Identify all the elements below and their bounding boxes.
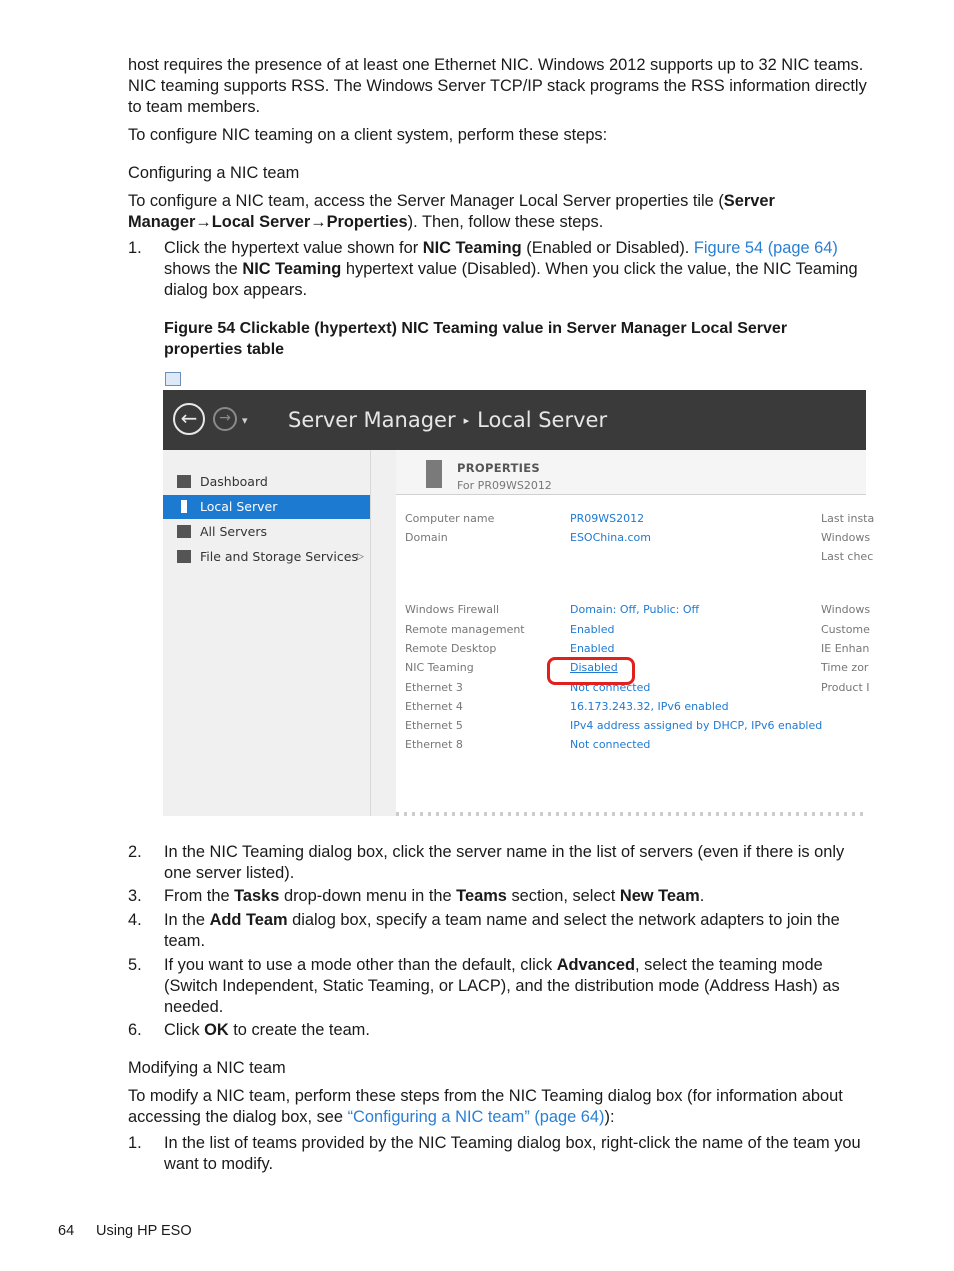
back-arrow-icon[interactable]: ← [173,403,205,435]
property-row: Domain ESOChina.com Windows [405,531,871,544]
sidebar-item-local-server[interactable]: Local Server [163,495,370,519]
intro-paragraph: host requires the presence of at least one Ethernet NIC. Windows 2012 supports up to 32 NIC teams. NIC teaming supports RSS. The Windows Server TCP/IP stack programs the RSS information directly to team members. [128,56,867,116]
server-manager-header [163,390,866,450]
configure-paragraph: To configure a NIC team, access the Server Manager Local Server properties tile (Server Manager→Local Server→Properties). Then, follow these steps. [128,192,775,231]
server-tower-icon [426,460,442,488]
highlight-circle [547,657,635,685]
sidebar-item-dashboard[interactable]: Dashboard [163,470,370,494]
sidebar-item-all-servers[interactable]: All Servers [163,520,370,544]
property-row: Remote Desktop Enabled IE Enhan [405,642,870,655]
server-manager-screenshot [163,368,875,816]
expand-arrow-icon[interactable]: ▷ [357,552,364,562]
page-number: 64 [58,1223,75,1239]
property-row: Ethernet 5 IPv4 address assigned by DHCP, IPv6 enabled [405,719,823,732]
sidebar-nav [163,450,371,816]
document-page: host requires the presence of at least one Ethernet NIC. Windows 2012 supports up to 32 NIC teams. NIC teaming supports RSS. The Windows Server TCP/IP stack programs the RSS information directly to team members. To configure NIC teaming on a client system, perform these steps: Configuring a NIC team To configure a NIC team, access the Server Manager Local Server properties tile (Server Manager→Local Server→Properties). Then, follow these steps. 1. Click the hypertext value shown for NIC Teaming (Enabled or Disabled). Figure 54 (page 64) shows the NIC Teaming hypertext value (Disabled). When you click the value, the NIC Teaming dialog box appears. Figure 54 Clickable (hypertext) NIC Teaming value in Server Manager Local Server properties table ← → ▾ Server Manager ▸ Local Server Dashboard Local Server All Servers File and Storage Services ▷ PROPERTIES For PR09WS2012 Computer name PR09WS2012 Last insta Domain ESOChina.com Windows Last chec Windows Firewall Domain: Off, Public: Off Windows Remote management Enabled Custome Remote Desktop Enabled IE Enhan NIC Teaming Disabled Time zor Ethernet 3 Not connected Product I Ethernet 4 16.173.243.32, IPv6 enabled Ethernet 5 IPv4 address assigned by DHCP, IPv6 enabled Ethernet 8 Not connected 2. In the NIC Teaming dialog box, click the server name in the list of servers (even if there is only one server listed). 3. From the Tasks drop-down menu in the Teams section, select New Team. 4. In the Add Team dialog box, specify a team name and select the network adapters to join the team. 5. If you want to use a mode other than the default, click Advanced, select the teaming mode (Switch Independent, Static Teaming, or LACP), and the distribution mode (Address Hash) as needed. 6. Click OK to create the team. Modifying a NIC team To modify a NIC team, perform these steps from the NIC Teaming dialog box (for information about accessing the dialog box, see “Configuring a NIC team” (page 64)): 1. In the list of teams provided by the NIC Teaming dialog box, right-click the name of the team you want to modify. 64 Using HP ESO [0,0,954,1271]
figure-caption: Figure 54 Clickable (hypertext) NIC Teaming value in Server Manager Local Server properties table [164,320,788,358]
forward-arrow-icon[interactable]: → [213,407,237,431]
property-row: Remote management Enabled Custome [405,623,870,636]
property-row: Last chec [821,550,874,563]
properties-panel [371,450,875,816]
breadcrumb [288,406,607,435]
heading-configuring-nic-team: Configuring a NIC team [128,164,300,182]
window-titlebar [163,368,866,390]
servers-icon [177,525,191,538]
property-row: Ethernet 4 16.173.243.32, IPv6 enabled [405,700,729,713]
properties-header [396,450,866,495]
modify-paragraph: To modify a NIC team, perform these steps from the NIC Teaming dialog box (for information about accessing the dialog box, see “Configuring a NIC team” (page 64)): [128,1087,843,1126]
property-row: Windows Firewall Domain: Off, Public: Off Windows [405,603,871,616]
property-row: Ethernet 3 Not connected Product I [405,681,870,694]
dashboard-icon [177,475,191,488]
configure-intro: To configure NIC teaming on a client system, perform these steps: [128,126,608,144]
storage-icon [177,550,191,563]
breadcrumb-page: Local Server [477,408,608,432]
figure-54-link[interactable]: Figure 54 (page 64) [693,239,838,257]
breadcrumb-separator-icon: ▸ [463,414,470,427]
property-row: Ethernet 8 Not connected [405,738,651,751]
footer-section: Using HP ESO [96,1223,192,1239]
server-icon [181,500,187,513]
property-row: Computer name PR09WS2012 Last insta [405,512,875,525]
chevron-down-icon[interactable]: ▾ [242,414,248,427]
properties-subtitle: For PR09WS2012 [457,479,552,492]
heading-modifying-nic-team: Modifying a NIC team [128,1059,286,1077]
property-row-nic-teaming: NIC Teaming Disabled Time zor [371,658,866,677]
configuring-nic-team-link[interactable]: “Configuring a NIC team” (page 64) [347,1108,605,1126]
nic-teaming-disabled-link[interactable]: Disabled [570,661,618,674]
window-icon [165,372,181,386]
properties-title: PROPERTIES [457,461,540,475]
sidebar-item-file-storage[interactable]: File and Storage Services ▷ [163,545,370,569]
breadcrumb-app[interactable]: Server Manager [288,408,456,432]
